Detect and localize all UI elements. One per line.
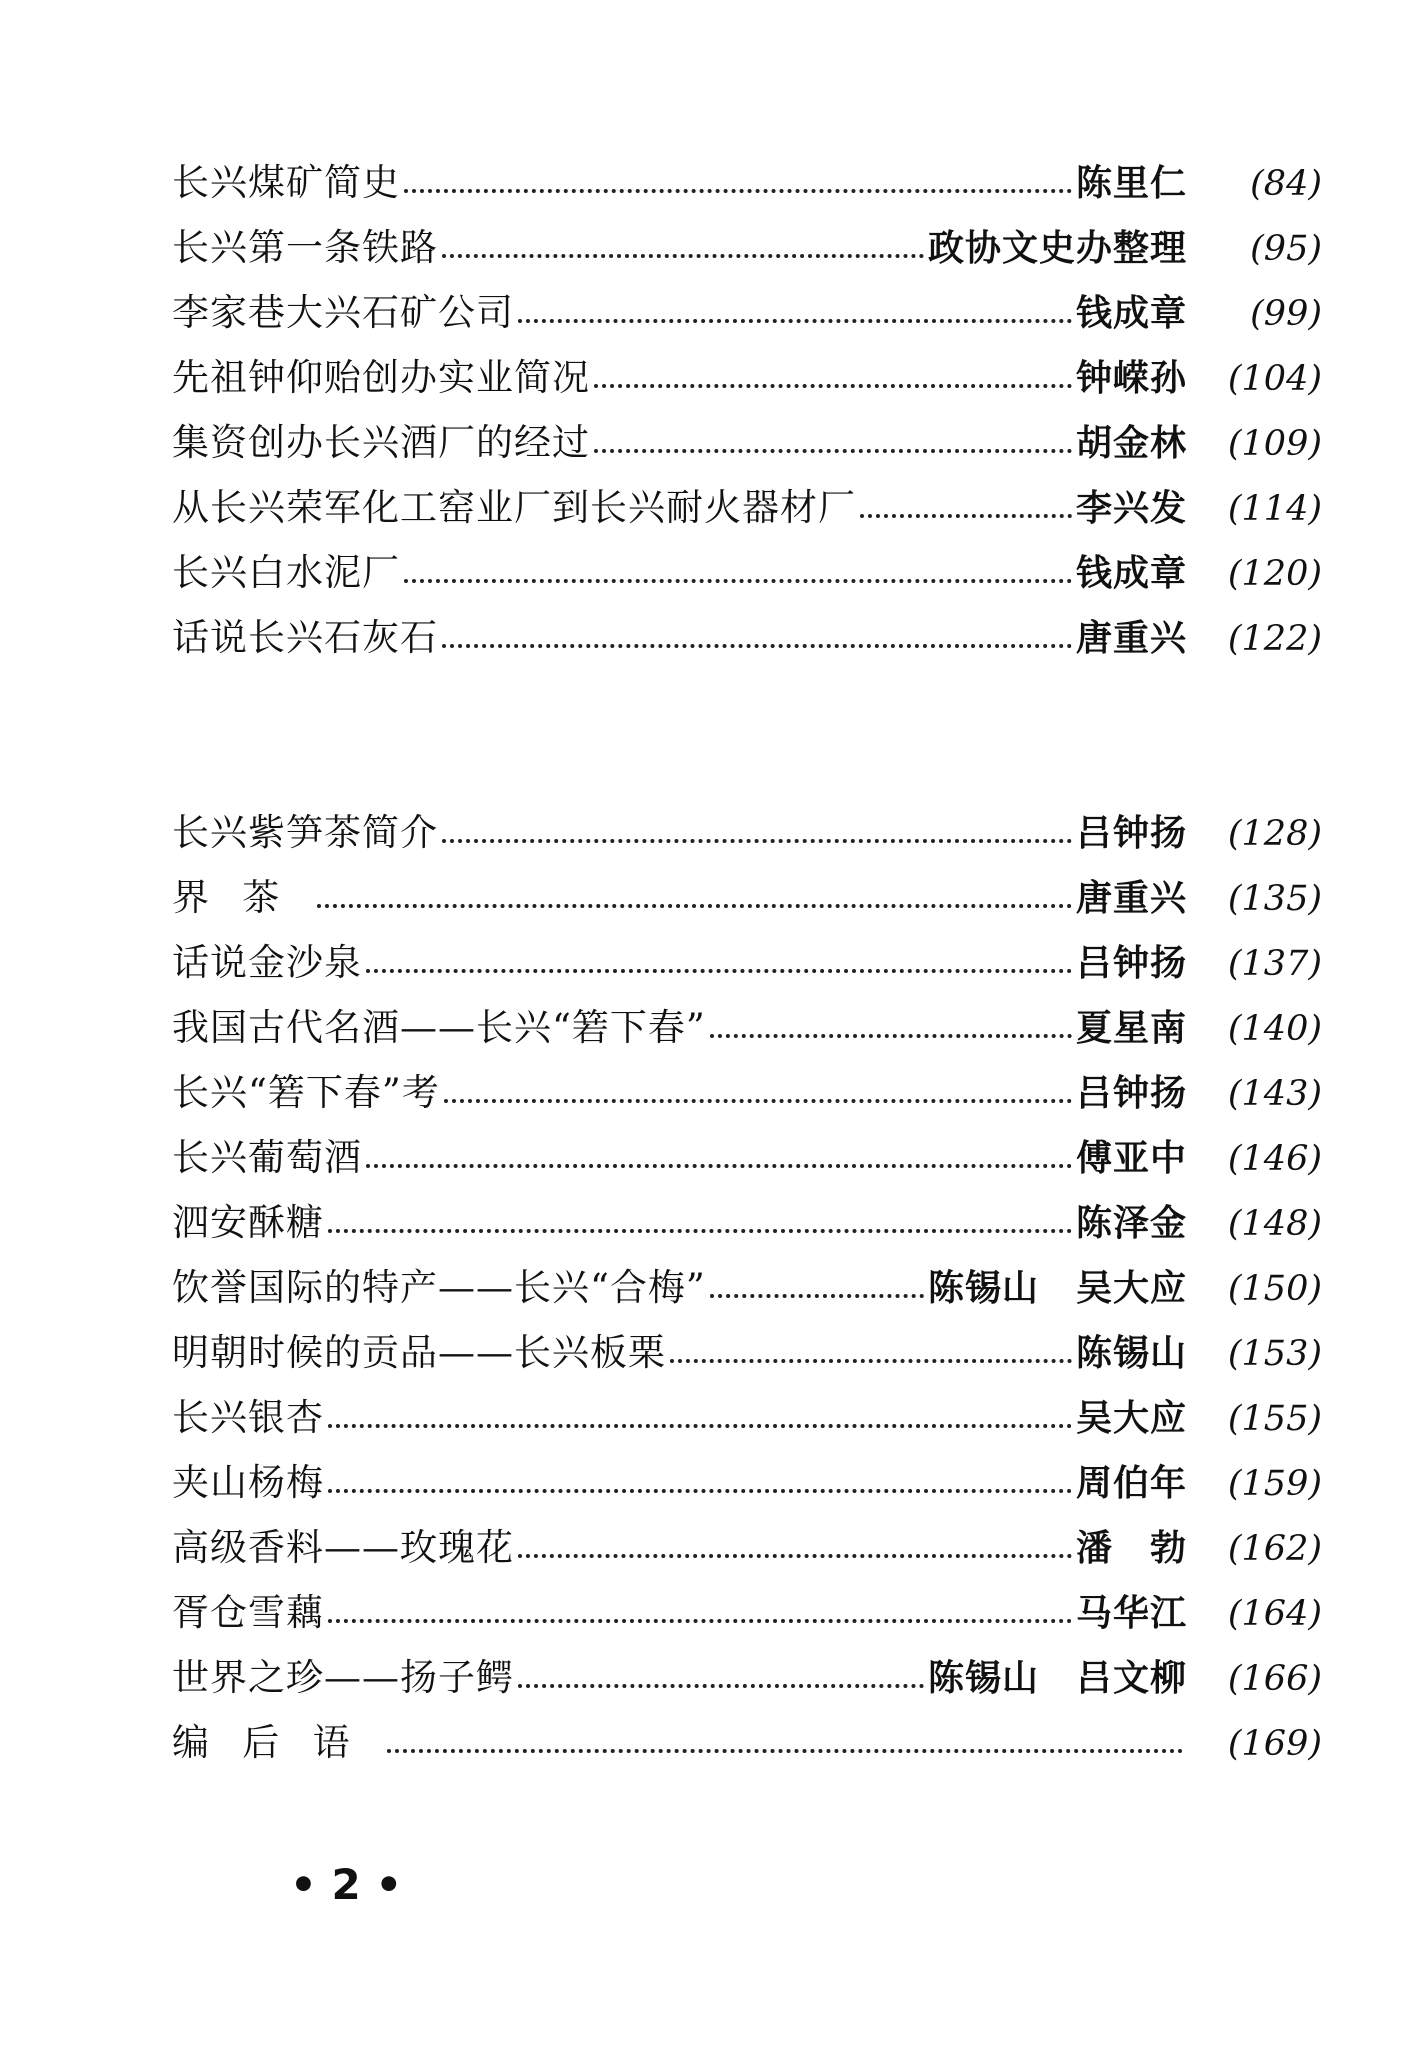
toc-entry-author: 潘 勃 bbox=[1075, 1528, 1187, 1569]
toc-entry-page: (166) bbox=[1227, 1659, 1322, 1699]
dot-leader bbox=[444, 1095, 1072, 1103]
toc-entry bbox=[172, 1060, 1322, 1125]
toc-entry bbox=[172, 280, 1322, 345]
toc-entry-title: 泗安酥糖 bbox=[172, 1201, 324, 1244]
toc-entry bbox=[172, 1580, 1322, 1645]
toc-entry bbox=[172, 995, 1322, 1060]
toc-entry-title: 集资创办长兴酒厂的经过 bbox=[172, 421, 590, 464]
dot-leader bbox=[328, 1485, 1072, 1493]
toc-entry bbox=[172, 1255, 1322, 1320]
dot-leader bbox=[518, 1680, 924, 1688]
toc-entry-title: 饮誉国际的特产——长兴“合梅” bbox=[172, 1266, 706, 1309]
toc-entry-page: (114) bbox=[1227, 489, 1322, 529]
toc-entry-page: (128) bbox=[1227, 814, 1322, 854]
toc-entry-author: 周伯年 bbox=[1075, 1463, 1187, 1504]
toc-entry-title: 话说长兴石灰石 bbox=[172, 616, 438, 659]
toc-entry-title: 先祖钟仰贻创办实业简况 bbox=[172, 356, 590, 399]
toc-entry-title: 长兴银杏 bbox=[172, 1396, 324, 1439]
toc-entry bbox=[172, 1125, 1322, 1190]
toc-entry-title: 长兴第一条铁路 bbox=[172, 226, 438, 269]
toc-entry-author: 马华江 bbox=[1075, 1593, 1187, 1634]
toc-entry bbox=[172, 540, 1322, 605]
toc-entry bbox=[172, 150, 1322, 215]
dot-leader bbox=[594, 445, 1072, 453]
toc-entry-author: 吴大应 bbox=[1075, 1398, 1187, 1439]
toc-entry-page: (155) bbox=[1227, 1399, 1322, 1439]
toc-entry bbox=[172, 410, 1322, 475]
dot-leader bbox=[442, 640, 1072, 648]
toc-entry-page: (140) bbox=[1227, 1009, 1322, 1049]
toc-entry-author: 夏星南 bbox=[1075, 1008, 1187, 1049]
toc-entry-title: 胥仓雪藕 bbox=[172, 1591, 324, 1634]
toc-entry-page: (137) bbox=[1227, 944, 1322, 984]
toc-entry-title: 长兴“箬下春”考 bbox=[172, 1071, 440, 1114]
toc-entry-author: 吕钟扬 bbox=[1075, 1073, 1187, 1114]
toc-entry-page: (150) bbox=[1227, 1269, 1322, 1309]
toc-entry-page: (135) bbox=[1227, 879, 1322, 919]
toc-entry-title: 长兴煤矿简史 bbox=[172, 161, 400, 204]
toc-entry-author: 唐重兴 bbox=[1075, 618, 1187, 659]
toc-entry-title: 明朝时候的贡品——长兴板栗 bbox=[172, 1331, 666, 1374]
toc-entry-page: (122) bbox=[1227, 619, 1322, 659]
toc-entry bbox=[172, 1515, 1322, 1580]
dot-leader bbox=[328, 1615, 1072, 1623]
dot-leader bbox=[518, 315, 1072, 323]
dot-leader bbox=[442, 835, 1072, 843]
toc-entry-title: 夹山杨梅 bbox=[172, 1461, 324, 1504]
toc-entry-author: 唐重兴 bbox=[1075, 878, 1187, 919]
toc-entry-page: (143) bbox=[1227, 1074, 1322, 1114]
toc-entry-page: (159) bbox=[1227, 1464, 1322, 1504]
toc-entry-author: 钱成章 bbox=[1075, 293, 1187, 334]
toc-entry-title: 编后语 bbox=[172, 1721, 383, 1764]
toc-entry-page: (99) bbox=[1250, 294, 1322, 334]
toc-entry-author: 李兴发 bbox=[1075, 488, 1187, 529]
toc-entry-author: 吕钟扬 bbox=[1075, 943, 1187, 984]
toc-entry bbox=[172, 865, 1322, 930]
dot-leader bbox=[317, 900, 1072, 908]
toc-entry-title: 界茶 bbox=[172, 876, 313, 919]
toc-entry-page: (84) bbox=[1250, 164, 1322, 204]
toc-entry-author: 陈锡山 吴大应 bbox=[927, 1268, 1187, 1309]
toc-section-1 bbox=[172, 150, 1322, 670]
toc-entry-author: 陈锡山 吕文柳 bbox=[927, 1658, 1187, 1699]
toc-entry bbox=[172, 1710, 1322, 1775]
toc-entry-page: (146) bbox=[1227, 1139, 1322, 1179]
toc-entry-page: (162) bbox=[1227, 1529, 1322, 1569]
dot-leader bbox=[860, 510, 1072, 518]
dot-leader bbox=[710, 1290, 924, 1298]
toc-entry-page: (148) bbox=[1227, 1204, 1322, 1244]
dot-leader bbox=[518, 1550, 1072, 1558]
toc-entry bbox=[172, 215, 1322, 280]
toc-entry-page: (169) bbox=[1227, 1724, 1322, 1764]
toc-entry-title: 从长兴荣军化工窑业厂到长兴耐火器材厂 bbox=[172, 486, 856, 529]
page-number: • 2 • bbox=[290, 1860, 403, 1909]
toc-entry-page: (164) bbox=[1227, 1594, 1322, 1634]
toc-entry-author: 陈锡山 bbox=[1075, 1333, 1187, 1374]
toc-entry-title: 长兴葡萄酒 bbox=[172, 1136, 362, 1179]
toc-entry-page: (120) bbox=[1227, 554, 1322, 594]
toc-entry-title: 我国古代名酒——长兴“箬下春” bbox=[172, 1006, 706, 1049]
toc-entry-author: 胡金林 bbox=[1075, 423, 1187, 464]
toc-entry-author: 钟嵘孙 bbox=[1075, 358, 1187, 399]
toc-entry-author: 陈泽金 bbox=[1075, 1203, 1187, 1244]
dot-leader bbox=[442, 250, 924, 258]
toc-entry bbox=[172, 800, 1322, 865]
toc-entry-title: 长兴紫笋茶简介 bbox=[172, 811, 438, 854]
toc-entry-page: (153) bbox=[1227, 1334, 1322, 1374]
toc-entry-title: 高级香料——玫瑰花 bbox=[172, 1526, 514, 1569]
toc-entry-author: 吕钟扬 bbox=[1075, 813, 1187, 854]
toc-entry bbox=[172, 475, 1322, 540]
toc-entry bbox=[172, 1385, 1322, 1450]
dot-leader bbox=[366, 965, 1072, 973]
toc-entry-title: 世界之珍——扬子鳄 bbox=[172, 1656, 514, 1699]
dot-leader bbox=[366, 1160, 1072, 1168]
dot-leader bbox=[670, 1355, 1072, 1363]
dot-leader bbox=[387, 1745, 1183, 1753]
toc-entry-page: (109) bbox=[1227, 424, 1322, 464]
toc-entry bbox=[172, 1645, 1322, 1710]
toc-entry-page: (95) bbox=[1250, 229, 1322, 269]
toc-entry-author: 钱成章 bbox=[1075, 553, 1187, 594]
toc-entry-title: 长兴白水泥厂 bbox=[172, 551, 400, 594]
dot-leader bbox=[404, 575, 1072, 583]
toc-entry-author: 陈里仁 bbox=[1075, 163, 1187, 204]
toc-entry bbox=[172, 345, 1322, 410]
toc-entry bbox=[172, 1450, 1322, 1515]
toc-entry-author: 傅亚中 bbox=[1075, 1138, 1187, 1179]
toc-section-2 bbox=[172, 800, 1322, 1775]
toc-entry-title: 李家巷大兴石矿公司 bbox=[172, 291, 514, 334]
dot-leader bbox=[328, 1225, 1072, 1233]
toc-entry bbox=[172, 605, 1322, 670]
dot-leader bbox=[328, 1420, 1072, 1428]
toc-entry-title: 话说金沙泉 bbox=[172, 941, 362, 984]
toc-entry-author: 政协文史办整理 bbox=[927, 228, 1187, 269]
dot-leader bbox=[710, 1030, 1072, 1038]
toc-entry bbox=[172, 1190, 1322, 1255]
toc-entry-page: (104) bbox=[1227, 359, 1322, 399]
dot-leader bbox=[404, 185, 1072, 193]
dot-leader bbox=[594, 380, 1072, 388]
toc-entry bbox=[172, 930, 1322, 995]
toc-entry bbox=[172, 1320, 1322, 1385]
